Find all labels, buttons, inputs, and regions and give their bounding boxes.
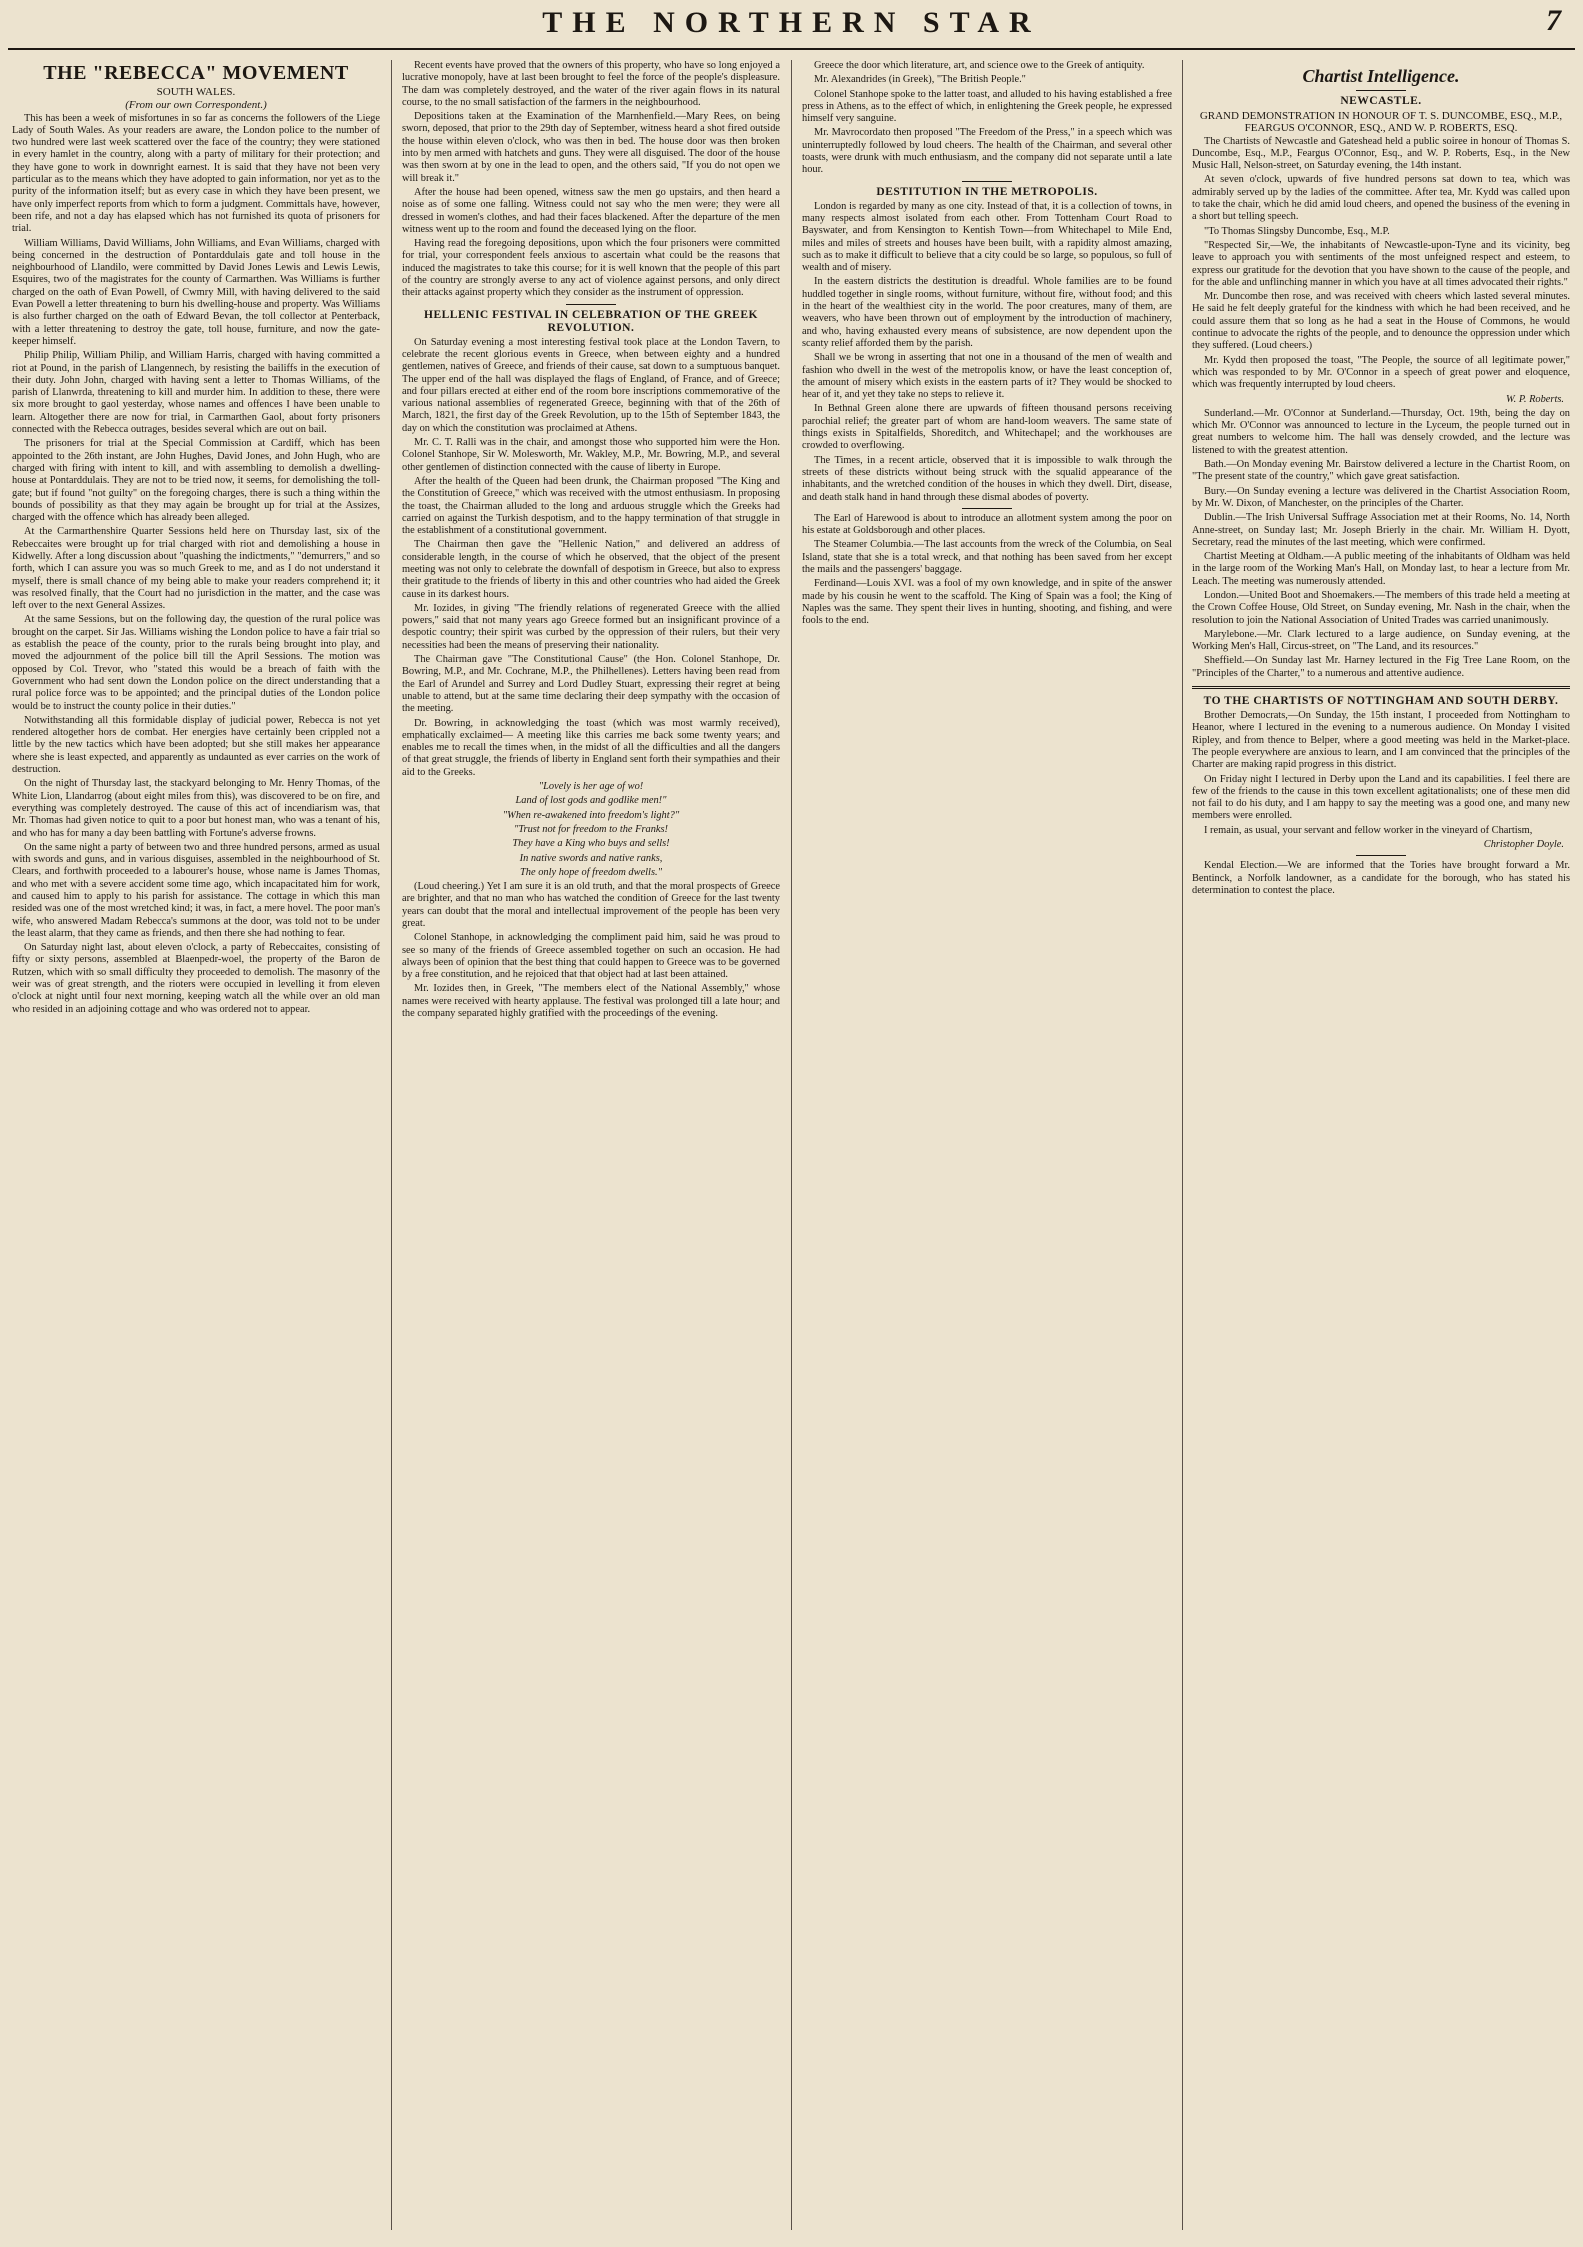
article-paragraph: The Chairman then gave the "Hellenic Nation," and delivered an address of considerable length, in the course of which he observed, that the object of the present meeting was not only to celebrate the downfall of despotism in Greece, but also to express their gratitude to the friends of liberty in this and other countries who had aided the Greek cause in its darkest hours. bbox=[402, 539, 780, 600]
article-paragraph: At the Carmarthenshire Quarter Sessions held here on Thursday last, six of the Rebeccaites were brought up for trial charged with riot and demolishing a house in Kidwelly. After a long discussion about "quashing the indictments," "demurrers," and so forth, which I can assure you was so much Greek to me, and as I do not understand it myself, there is small chance of my being able to make your readers comprehend it; it was resolved finally, that the Court had no jurisdiction in the matter, and the case was left over to the next General Assizes. bbox=[12, 526, 380, 612]
double-rule bbox=[1192, 686, 1570, 689]
verse-line: They have a King who buys and sells! bbox=[512, 838, 670, 850]
destitution-headline: DESTITUTION IN THE METROPOLIS. bbox=[876, 185, 1098, 198]
column-1 bbox=[12, 60, 380, 2230]
article-paragraph: "To Thomas Slingsby Duncombe, Esq., M.P. bbox=[1204, 225, 1390, 237]
column-rule bbox=[391, 60, 392, 2230]
article-paragraph: Notwithstanding all this formidable display of judicial power, Rebecca is not yet rendered altogether hors de combat. Her energies have certainly been crippled not a little by the new tactics which have been adopted; but she still makes her appearance where she is least expected, and apparently as undaunted as ever carries on the work of destruction. bbox=[12, 714, 380, 776]
newcastle-headline: NEWCASTLE. bbox=[1340, 95, 1422, 107]
article-paragraph: Depositions taken at the Examination of the Marnhenfield.—Mary Rees, on being sworn, deposed, that prior to the 29th day of September, witness heard a shot fired outside the house within eleven o'clock, who was then in bed. The house door was then broken into by men armed with hatchets and guns. They were all disguised. The door of the house was then sworn at by one in the lead to open, and the others said, "If you do not open we will break it." bbox=[402, 111, 780, 184]
signature: Christopher Doyle. bbox=[1483, 839, 1564, 851]
section-divider bbox=[1356, 855, 1406, 856]
article-paragraph: On the same night a party of between two and three hundred persons, armed as usual with swords and guns, and in various disguises, assembled in the neighbourhood of St. Clears, and forthwith proceeded to a labourer's house, whose name is James Thomas, and who met with a severe accident some time ago, which incapacitated him for work, and caused him to apply to his parish for assistance. The cottage in which this man resided was one of the most wretched kind; it was, in fact, a mere hovel. The poor man's wife, who answered Madam Rebecca's summons at the door, was told not to be under the least alarm, that they came as friends, and then there she had nothing to fear. bbox=[12, 841, 380, 939]
article-paragraph: Mr. Mavrocordato then proposed "The Freedom of the Press," in a speech which was uninterruptedly followed by loud cheers. The health of the Chairman, and several other toasts, were drunk with much enthusiasm, and the company did not separate until a late hour. bbox=[802, 127, 1172, 176]
article-paragraph: Mr. Duncombe then rose, and was received with cheers which lasted several minutes. He said he felt deeply grateful for the kindness with which he had been received, and he could assure them that so long as he had a seat in the House of Commons, he would continue to advocate the rights of the people, and to denounce the oppression under which they suffered. (Loud cheers.) bbox=[1192, 291, 1570, 352]
article-paragraph: Greece the door which literature, art, and science owe to the Greek of antiquity. bbox=[814, 60, 1145, 71]
article-paragraph: London is regarded by many as one city. Instead of that, it is a collection of towns, in many respects almost isolated from each other. From Tottenham Court Road to Bayswater, and from Kensington to Kentish Town—from Whitechapel to Mile End, miles and miles of streets and houses have been built, with a rapidity almost amazing, such as to make it difficult to believe that a city could be so large, so populous, so full of wealth and of misery. bbox=[802, 200, 1172, 274]
article-paragraph: The Times, in a recent article, observed that it is impossible to walk through the streets of these districts without being struck with the squalid appearance of the inhabitants, and the wretched condition of the houses in which they dwell. Dirt, disease, and death stalk hand in hand through these dismal abodes of poverty. bbox=[802, 454, 1172, 503]
newspaper-title: THE NORTHERN STAR bbox=[542, 6, 1041, 39]
news-item: Chartist Meeting at Oldham.—A public meeting of the inhabitants of Oldham was held in the large room of the Working Man's Hall, on Monday last, to hear a lecture from Mr. Leach. The meeting was numerously attended. bbox=[1192, 551, 1570, 587]
verse-line: "Lovely is her age of wo! bbox=[538, 781, 644, 793]
signature: W. P. Roberts. bbox=[1505, 393, 1564, 405]
article-paragraph: In the eastern districts the destitution is dreadful. Whole families are to be found huddled together in single rooms, without furniture, without fire, without food; and this in the heart of the wealthiest city in the world. The poor creatures, many of them, are weavers, who have been thrown out of employment by the introduction of machinery, and who, having exhausted every means of subsistence, are now dependent upon the scanty relief afforded them by the parish. bbox=[802, 276, 1172, 349]
article-paragraph: On Saturday night last, about eleven o'clock, a party of Rebeccaites, consisting of fifty or sixty persons, assembled at Blaenpedr-woel, the property of the Baron de Rutzen, which with so small difficulty they proceeded to demolish. The masonry of the weir was of great strength, and the rioters were occupied in levelling it from eleven o'clock at night until four next morning, keeping watch all the while over an old man who resided in an adjoining cottage and who was ordered not to appear. bbox=[12, 942, 380, 1015]
article-paragraph: "Respected Sir,—We, the inhabitants of Newcastle-upon-Tyne and its vicinity, beg leave to approach you with sentiments of the most unfeigned respect and esteem, to express our gratitude for the devotion that you have shown to the cause of the people, and for the able and unflinching manner in which you have at all times advocated their rights." bbox=[1192, 239, 1570, 288]
article-paragraph: After the house had been opened, witness saw the men go upstairs, and then heard a noise as of some one falling. Witness could not say who the men were; they were all dressed in women's clothes, and had their faces blackened. After the departure of the men witness went up to the room and found the deceased lying on the floor. bbox=[402, 186, 780, 235]
hellenic-headline: HELLENIC FESTIVAL IN CELEBRATION OF THE GREEK REVOLUTION. bbox=[424, 308, 758, 334]
news-item: Kendal Election.—We are informed that the Tories have brought forward a Mr. Bentinck, a Norfolk landowner, as a candidate for the borough, who has stated his determination to contest the place. bbox=[1192, 860, 1570, 896]
verse-line: In native swords and native ranks, bbox=[519, 852, 663, 864]
column-rule bbox=[1182, 60, 1183, 2230]
verse-line: "When re-awakened into freedom's light?" bbox=[502, 809, 680, 821]
article-paragraph: At seven o'clock, upwards of five hundred persons sat down to tea, which was admirably served up by the ladies of the committee. After tea, Mr. Kydd was called upon to take the chair, which he did amid loud cheers, and opened the business of the evening in a short but telling speech. bbox=[1192, 174, 1570, 223]
section-divider bbox=[962, 181, 1012, 182]
article-paragraph: In Bethnal Green alone there are upwards of fifteen thousand persons receiving parochial relief; the greater part of whom are hand-loom weavers. The same state of things exists in Spitalfields, Shoreditch, and Whitechapel; and the workhouses are crowded to overflowing. bbox=[802, 403, 1172, 452]
article-paragraph: On Saturday evening a most interesting festival took place at the London Tavern, to celebrate the recent glorious events in Greece, when between eighty and a hundred gentlemen, natives of Greece, and friends of their cause, sat down to a sumptuous banquet. The upper end of the hall was displayed the flags of England, of France, and of Greece; and four pillars erected at either end of the room bore inscriptions commemorative of the various national assemblies of regenerated Greece, beginning with that of the 26th of March, 1821, the first day of the Greek Revolution, up to the 15th of September 1843, the day on which the constitution was proclaimed at Athens. bbox=[402, 336, 780, 434]
article-paragraph: Brother Democrats,—On Sunday, the 15th instant, I proceeded from Nottingham to Heanor, where I lectured in the evening to a numerous audience. On Monday I visited Ripley, and from thence to Belper, where a good meeting was held in the Market-place. The people everywhere are anxious to learn, and I am convinced that the principles of the Charter are making rapid progress in this district. bbox=[1192, 710, 1570, 771]
article-paragraph: Colonel Stanhope spoke to the latter toast, and alluded to his having established a free press in Athens, as to the effect of which, in enlightening the Greek people, he expressed himself very sanguine. bbox=[802, 88, 1172, 125]
article-paragraph: On Friday night I lectured in Derby upon the Land and its capabilities. I feel there are few of the friends to the cause in this town excellent agitationalists; one of these men did not fail to do his duty, and I am happy to say the meeting was a good one, and many new members were enrolled. bbox=[1192, 773, 1570, 822]
section-divider bbox=[1356, 90, 1406, 91]
column-3 bbox=[802, 60, 1172, 2230]
verse-line: The only hope of freedom dwells." bbox=[520, 866, 662, 878]
news-item: Marylebone.—Mr. Clark lectured to a large audience, on Sunday evening, at the Working Men's Hall, Circus-street, on "The Land, and its resources." bbox=[1192, 628, 1570, 653]
article-paragraph: The Chartists of Newcastle and Gateshead held a public soiree in honour of Thomas S. Duncombe, Esq., M.P., Feargus O'Connor, Esq., and W. P. Roberts, Esq., in the New Music Hall, Nelson-street, on Saturday evening, the 14th instant. bbox=[1192, 135, 1570, 172]
rebecca-subhead: SOUTH WALES. bbox=[156, 86, 236, 98]
masthead-rule bbox=[8, 48, 1575, 50]
rebecca-source: (From our own Correspondent.) bbox=[125, 99, 267, 112]
column-4 bbox=[1192, 60, 1570, 2230]
article-paragraph: (Loud cheering.) Yet I am sure it is an old truth, and that the moral prospects of Greece are brighter, and that no man who has watched the condition of Greece for the last twenty years can doubt that the moral and intellectual improvement of the people has been very great. bbox=[402, 881, 780, 929]
section-divider bbox=[962, 508, 1012, 509]
section-divider bbox=[566, 304, 616, 305]
nottingham-headline: TO THE CHARTISTS OF NOTTINGHAM AND SOUTH DERBY. bbox=[1203, 695, 1559, 708]
news-item: Dublin.—The Irish Universal Suffrage Association met at their Rooms, No. 14, North Anne-street, on Sunday last; Mr. Joseph Brierly in the chair. Mr. William H. Dyott, Secretary, read the minutes of the last meeting, which were confirmed. bbox=[1192, 512, 1570, 548]
news-item: Sheffield.—On Sunday last Mr. Harney lectured in the Fig Tree Lane Room, on the "Principles of the Charter," to a numerous and attentive audience. bbox=[1192, 655, 1570, 679]
news-item: Ferdinand—Louis XVI. was a fool of my own knowledge, and in spite of the answer made by his cousin he went to the scaffold. The King of Spain was a fool; the King of Naples was the same. They spent their lives in hunting, shooting, and fishing, and were fools to the end. bbox=[802, 578, 1172, 627]
article-paragraph: On the night of Thursday last, the stackyard belonging to Mr. Henry Thomas, of the White Lion, Llandarrog (about eight miles from this), was discovered to be on fire, and everything was completely destroyed. The cause of this act of incendiarism was, that Mr. Thomas had given notice to quit to a poor but honest man, who was a tenant of his, and who has for many a day been battling with Fortune's adverse frowns. bbox=[12, 778, 380, 839]
page-number: 7 bbox=[1546, 4, 1561, 37]
article-paragraph: Philip Philip, William Philip, and William Harris, charged with having committed a riot at Pound, in the parish of Llangennech, by resisting the bailiffs in the execution of their duty. John John, charged with having sent a letter to Thomas Williams, of the parish of Llanwrda, threatening to kill and murder him. In addition to these, there were six more brought to gaol yesterday, whose names and offences I have been unable to learn. Altogether there are now for trial, in Carmarthen Gaol, about forty prisoners connected with the Rebecca outrages, besides several which are out on bail. bbox=[12, 350, 380, 436]
news-item: Sunderland.—Mr. O'Connor at Sunderland.—Thursday, Oct. 19th, being the day on which Mr. O'Connor was announced to lecture in the Lyceum, the people turned out in great numbers to welcome him. The hall was densely crowded, and the lecture was listened to with the greatest attention. bbox=[1192, 407, 1570, 456]
article-paragraph: Colonel Stanhope, in acknowledging the compliment paid him, said he was proud to see so many of the friends of Greece assembled together on such an occasion. He had always been of opinion that the best thing that could happen to Greece was to be governed by a free constitution, and he rejoiced that that object had at last been attained. bbox=[402, 932, 780, 981]
masthead bbox=[0, 0, 1583, 58]
article-paragraph: Having read the foregoing depositions, upon which the four prisoners were committed for trial, your correspondent feels anxious to ascertain what could be the reasons that induced the magistrates to take this course; for it is well known that the people of this part of the country are strongly averse to any act of violence against persons, and only direct their attacks against property which they consider as the instrument of oppression. bbox=[402, 238, 780, 299]
column-2 bbox=[402, 60, 780, 2230]
chartist-section-title: Chartist Intelligence. bbox=[1302, 66, 1460, 86]
article-paragraph: William Williams, David Williams, John Williams, and Evan Williams, charged with being concerned in the destruction of Pontarddulais gate and toll house in the neighbourhood of Llandilo, were committed by David Jones Lewis and Lewis Lewis, Esquires, two of the magistrates for the county of Carmarthen. Was Williams is further charged on the oath of Evan Powell, of Cwmry Mill, with having delivered to the said Evan Powell a letter threatening to burn his dwelling-house and property. Was Williams is also further charged on the oath of Edward Bevan, the toll collector at Penterback, with a letter threatening to destroy the gate, toll house, furniture, and now the gate-keeper himself. bbox=[12, 237, 380, 347]
article-paragraph: The prisoners for trial at the Special Commission at Cardiff, which has been appointed to the 26th instant, are John Hughes, David Jones, and John Hugh, who are charged with firing with intent to kill, and with assembling to demolish a dwelling-house at Pontarddulais. They are not to be tried now, it seems, for demolishing the toll-gate; but if found "not guilty" on the foregoing charges, there is such a thing within the bounds of possibility as that they may again be brought up for trial at the Assizes, charged with the offence which has already been alleged. bbox=[12, 438, 380, 524]
article-paragraph: I remain, as usual, your servant and fellow worker in the vineyard of Chartism, bbox=[1204, 824, 1533, 836]
article-paragraph: Mr. Alexandrides (in Greek), "The British People." bbox=[814, 74, 1026, 86]
article-paragraph: Mr. Kydd then proposed the toast, "The People, the source of all legitimate power," which was responded to by Mr. O'Connor in a speech of great power and eloquence, which was frequently interrupted by loud cheers. bbox=[1192, 354, 1570, 391]
news-item: Bath.—On Monday evening Mr. Bairstow delivered a lecture in the Chartist Room, on "The present state of the country," which gave great satisfaction. bbox=[1192, 459, 1570, 483]
article-paragraph: This has been a week of misfortunes in so far as concerns the followers of the Liege Lady of South Wales. As your readers are aware, the London police to the number of two hundred were last week scattered over the face of the country; they were stationed in every hamlet in the country, along with a party of military for their protection; and they have gone to work in downright earnest. It is said that they have not been very particular as to the means which they have adopted to gain information, nor yet as to the purity of the information itself; but as every case in which they have been present, we have only imperfect reports from which to form a judgment. Committals have, however, been rife, and not a day has elapsed which has not furnished its quota of prisoners for trial. bbox=[12, 112, 380, 235]
article-paragraph: Mr. Iozides, in giving "The friendly relations of regenerated Greece with the allied powers," said that not many years ago Greece formed but an insignificant province of a despotic country; their spirit was curbed by the oppression of their rulers, but their very necessities had been the means of preserving their nationality. bbox=[402, 602, 780, 651]
verse-line: Land of lost gods and godlike men!" bbox=[515, 795, 667, 807]
verse-line: "Trust not for freedom to the Franks! bbox=[513, 823, 669, 835]
article-paragraph: After the health of the Queen had been drunk, the Chairman proposed "The King and the Constitution of Greece," which was received with the utmost enthusiasm. In proposing the toast, the Chairman alluded to the long and arduous struggle which the Greeks had carried on against the Turkish despotism, and to the happy termination of that struggle in the establishment of a constitutional government. bbox=[402, 475, 780, 537]
article-paragraph: At the same Sessions, but on the following day, the question of the rural police was brought on the carpet. Sir Jas. Williams wishing the London police to have a fair trial so as establish the peace of the county, prior to the rurals being brought into play, and moved the adjournment of the police bill till the April Sessions. The motion was opposed by Col. Trevor, who "stated this would be a breach of faith with the Government who had sent down the London police on the direct understanding that a rural police force was to be appointed; and the principal duties of the London police would be to instruct the county police in their duties." bbox=[12, 614, 380, 712]
article-paragraph: Dr. Bowring, in acknowledging the toast (which was most warmly received), emphatically exclaimed— A meeting like this carries me back some twenty years; and enables me to recall the times when, in the midst of all the difficulties and all the dangers of that great struggle, the friends of liberty in England sent forth their sympathies and their aid to the Greeks. bbox=[402, 717, 780, 778]
news-item: London.—United Boot and Shoemakers.—The members of this trade held a meeting at the Crown Coffee House, Old Street, on Sunday evening, Mr. Nash in the chair, when the resolution to join the National Association of United Trades was carried unanimously. bbox=[1192, 589, 1570, 626]
news-item: Bury.—On Sunday evening a lecture was delivered in the Chartist Association Room, by Mr. W. Dixon, of Manchester, on the principles of the Charter. bbox=[1192, 485, 1570, 509]
rebecca-headline: THE "REBECCA" MOVEMENT bbox=[43, 62, 349, 84]
news-item: The Earl of Harewood is about to introduce an allotment system among the poor on his estate at Goldsborough and other places. bbox=[802, 512, 1172, 537]
article-paragraph: Mr. C. T. Ralli was in the chair, and amongst those who supported him were the Hon. Colonel Stanhope, Sir W. Molesworth, Mr. Wakley, M.P., Mr. Bowring, M.P., and several other gentlemen of distinction connected with the cause of liberty in Europe. bbox=[402, 437, 780, 473]
article-paragraph: The Chairman gave "The Constitutional Cause" (the Hon. Colonel Stanhope, Dr. Bowring, M.P., and Mr. Cochrane, M.P., the Philhellenes). Letters having been read from the Earl of Arundel and Surrey and Lord Dudley Stuart, expressing their regret at being unable to attend, but at the same time declaring their deep sympathy with the occasion of the meeting. bbox=[402, 654, 780, 715]
news-item: The Steamer Columbia.—The last accounts from the wreck of the Columbia, on Seal Island, state that she is a total wreck, and that nothing has been saved from her except the mails and the passengers' baggage. bbox=[802, 539, 1172, 575]
article-paragraph: Recent events have proved that the owners of this property, who have so long enjoyed a lucrative monopoly, have at last been brought to feel the force of the people's displeasure. The dam was completely destroyed, and the water of the river again flows in its natural course, to the no small satisfaction of the farmers in the neighbourhood. bbox=[402, 60, 780, 108]
column-rule bbox=[791, 60, 792, 2230]
article-paragraph: Mr. Iozides then, in Greek, "The members elect of the National Assembly," whose names were received with hearty applause. The festival was prolonged till a late hour; and the company separated highly gratified with the proceedings of the evening. bbox=[402, 983, 780, 1020]
article-paragraph: Shall we be wrong in asserting that not one in a thousand of the men of wealth and fashion who dwell in the west of the metropolis know, or have the least conception of, the amount of misery which exists in the eastern parts of it? They would be shocked to hear of it, and yet they take no steps to relieve it. bbox=[802, 352, 1172, 401]
newcastle-subhead: GRAND DEMONSTRATION IN HONOUR OF T. S. DUNCOMBE, ESQ., M.P., FEARGUS O'CONNOR, ESQ., AND W. P. ROBERTS, ESQ. bbox=[1199, 110, 1563, 135]
